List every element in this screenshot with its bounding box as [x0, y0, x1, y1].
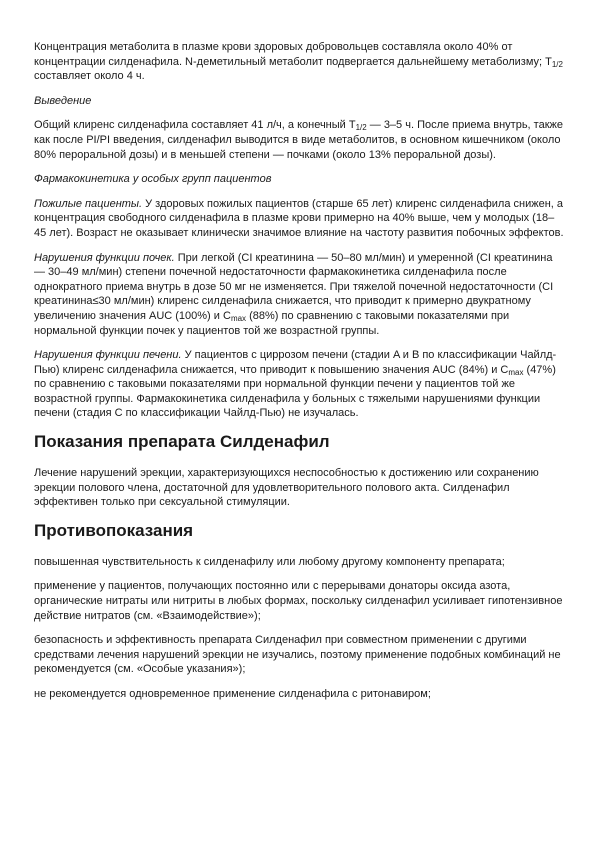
contraindication-item: повышенная чувствительность к силденафилу или любому другому компоненту препарата;: [34, 555, 505, 568]
elderly-lead: Пожилые пациенты.: [34, 197, 143, 210]
metabolite-paragraph: Концентрация метаболита в плазме крови здоровых добровольцев составляла около 40% от концентрации силденафила. N-деметильный метаболит подвергается дальнейшему метаболизму; $T_{1/2}$ составляет около 4 ч.: [34, 41, 563, 83]
contraindications-heading: Противопоказания: [34, 520, 194, 540]
excretion-paragraph: Общий клиренс силденафила составляет 41 л/ч, а конечный $T_{1/2}$ — 3–5 ч. После приема внутрь, также как после PI/PI введения, силденафил выводится в виде метаболитов, в основном кишечником (около 80% пероральной дозы) и в меньшей степени — почками (около 13% пероральной дозы).: [34, 119, 563, 161]
indications-paragraph: Лечение нарушений эрекции, характеризующихся неспособностью к достижению или сохранению эрекции полового члена, достаточной для удовлетворительного полового акта. Силденафил эффективен только при сексуальной стимуляции.: [34, 467, 539, 509]
contraindication-item: не рекомендуется одновременное применение силденафила с ритонавиром;: [34, 688, 431, 700]
elderly-paragraph: Пожилые пациенты. У здоровых пожилых пациентов (старше 65 лет) клиренс силденафила снижен, а концентрация свободного силденафила в плазме крови примерно на 40% выше, чем у молодых (18–45 лет). Возраст не оказывает клинически значимое влияние на частоту развития побочных эффектов.: [34, 197, 564, 239]
indications-heading: Показания препарата Силденафил: [34, 432, 330, 452]
contraindication-item: применение у пациентов, получающих постоянно или с перерывами донаторы оксида азота, органические нитраты или нитриты в любых формах, поскольку силденафил усиливает гипотензивное действие нитратов (см. «Взаимодействие»);: [34, 580, 563, 622]
document-page: [34, 40, 564, 712]
renal-lead: Нарушения функции почек.: [34, 251, 175, 264]
renal-paragraph: Нарушения функции почек. При легкой (CI креатинина — 50–80 мл/мин) и умеренной (CI креатинина — 30–49 мл/мин) степени почечной недостаточности фармакокинетика силденафила после однократного приема внутрь в дозе 50 мг не изменяется. При тяжелой почечной недостаточности (CI креатинина≤30 мл/мин) клиренс силденафила снижается, что приводит к примерно двукратному увеличению значения AUC (100%) и $C_{max}$ (88%) по сравнению с таковыми показателями при нормальной функции почек у пациентов той же возрастной группы.: [34, 251, 554, 337]
hepatic-lead: Нарушения функции печени.: [34, 349, 182, 362]
special-groups-subheading: Фармакокинетика у особых групп пациентов: [34, 173, 272, 186]
contraindication-item: безопасность и эффективность препарата Силденафил при совместном применении с другими средствами лечения нарушений эрекции не изучались, поэтому применение подобных комбинаций не рекомендуется (см. «Особые указания»);: [34, 634, 561, 676]
hepatic-paragraph: Нарушения функции печени. У пациентов с циррозом печени (стадии A и B по классификации Чайлд-Пью) клиренс силденафила снижается, что приводит к повышению значения AUC (84%) и $C_{max}$ (47%) по сравнению с таковыми показателями при нормальной функции печени у пациентов той же возрастной группы. Фармакокинетика силденафила у больных с тяжелыми нарушениями функции печени (стадия C по классификации Чайлд-Пью) не изучалась.: [34, 349, 557, 420]
excretion-subheading: Выведение: [34, 94, 92, 107]
